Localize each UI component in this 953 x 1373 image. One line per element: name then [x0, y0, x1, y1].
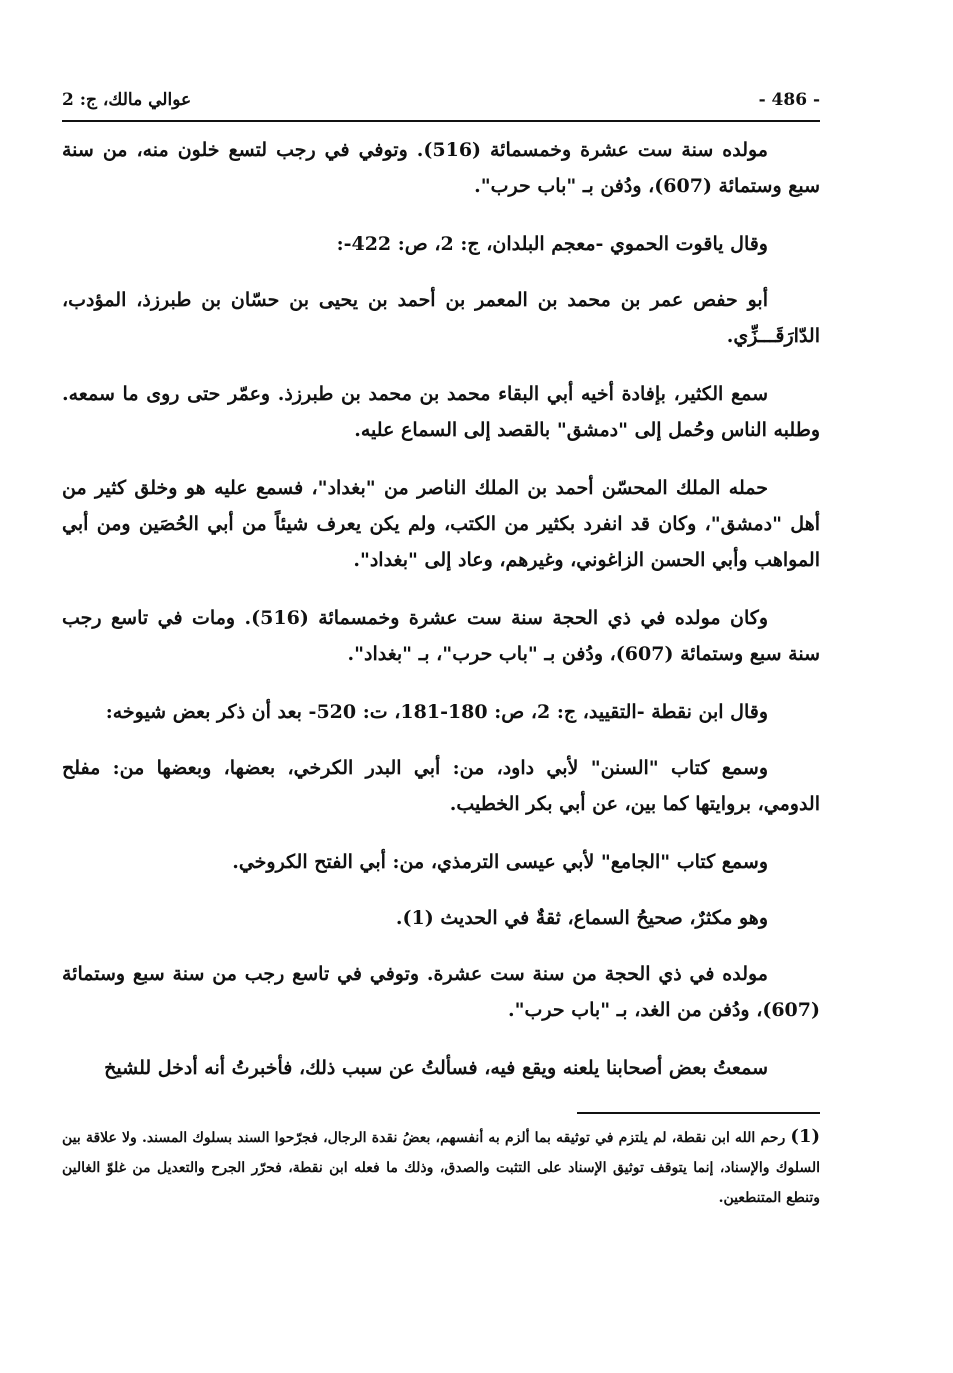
paragraph: سمع الكثير، بإفادة أخيه أبي البقاء محمد بن محمد بن طبرزذ. وعمّر حتى روى ما سمعه. وطلبه الناس وحُمل إلى "دمشق" بالقصد إلى السماع عليه. [62, 383, 820, 441]
paragraph: وكان مولده في ذي الحجة سنة ست عشرة وخمسمائة (516). ومات في تاسع رجب سنة سبع وستمائة (607)، ودُفن بـ "باب حرب"، بـ "بغداد". [62, 607, 820, 665]
paragraph: وهو مكثرٌ، صحيحُ السماع، ثقةٌ في الحديث (1). [395, 907, 768, 929]
paragraph: حمله الملك المحسّن أحمد بن الملك الناصر من "بغداد"، فسمع عليه هو وخلق كثير من أهل "دمشق"، وكان قد انفرد بكثير من الكتب، ولم يكن يعرف شيئاً من أبي الحُصَين ومن أبي المواهب وأبي الحسن الزاغوني، وغيرهم، وعاد إلى "بغداد". [62, 477, 820, 571]
footnote-rule [577, 1112, 820, 1114]
paragraph: وسمع كتاب "السنن" لأبي داود، من: أبي البدر الكرخي، بعضها، وبعضها من: مفلح الدومي، بروايتها كما بين، عن أبي بكر الخطيب. [62, 757, 820, 815]
book-title: عوالي مالك، ج: 2 [62, 90, 192, 110]
page-header [62, 86, 820, 118]
footnote [62, 1122, 820, 1213]
paragraph: وقال ياقوت الحموي -معجم البلدان، ج: 2، ص: 422-: [336, 233, 768, 255]
footnote-number: (1) [790, 1126, 821, 1147]
paragraph: وقال ابن نقطة -التقييد، ج: 2، ص: 180-181، ت: 520- بعد أن ذكر بعض شيوخه: [105, 701, 768, 723]
paragraph: مولده في ذي الحجة من سنة ست عشرة. وتوفي في تاسع رجب من سنة سبع وستمائة (607)، ودُفن من الغد، بـ "باب حرب". [62, 963, 820, 1021]
paragraph: أبو حفص عمر بن محمد بن المعمر بن أحمد بن يحيى بن حسّان بن طبرزذ، المؤدب، الدّارَقَـــزِّي. [62, 289, 820, 347]
footnote-text: رحم الله ابن نقطة، لم يلتزم في توثيقه بما ألزم به أنفسهم، بعضُ نقدة الرجال، فجرّحوا السند بسلوك المسند. ولا علاقة بين السلوك والإسناد، إنما يتوقف توثيق الإسناد على التثبت والصدق، وذلك ما فعله ابن نقطة، فحرّر الجرح والتعديل من غلوّ الغالين وتنطع المتنطعين. [62, 1130, 820, 1206]
paragraph: سمعتُ بعض أصحابنا يلعنه ويقع فيه، فسألتُ عن سبب ذلك، فأخبرتُ أنه أدخل للشيخ [104, 1057, 768, 1079]
page-number: - 486 - [758, 90, 820, 110]
paragraph: مولده سنة ست عشرة وخمسمائة (516). وتوفي في رجب لتسع خلون منه، من سنة سبع وستمائة (607)، ودُفن بـ "باب حرب". [62, 139, 820, 197]
paragraph: وسمع كتاب "الجامع" لأبي عيسى الترمذي، من: أبي الفتح الكروخي. [232, 851, 768, 873]
main-text [62, 132, 820, 1108]
header-rule [62, 120, 820, 122]
